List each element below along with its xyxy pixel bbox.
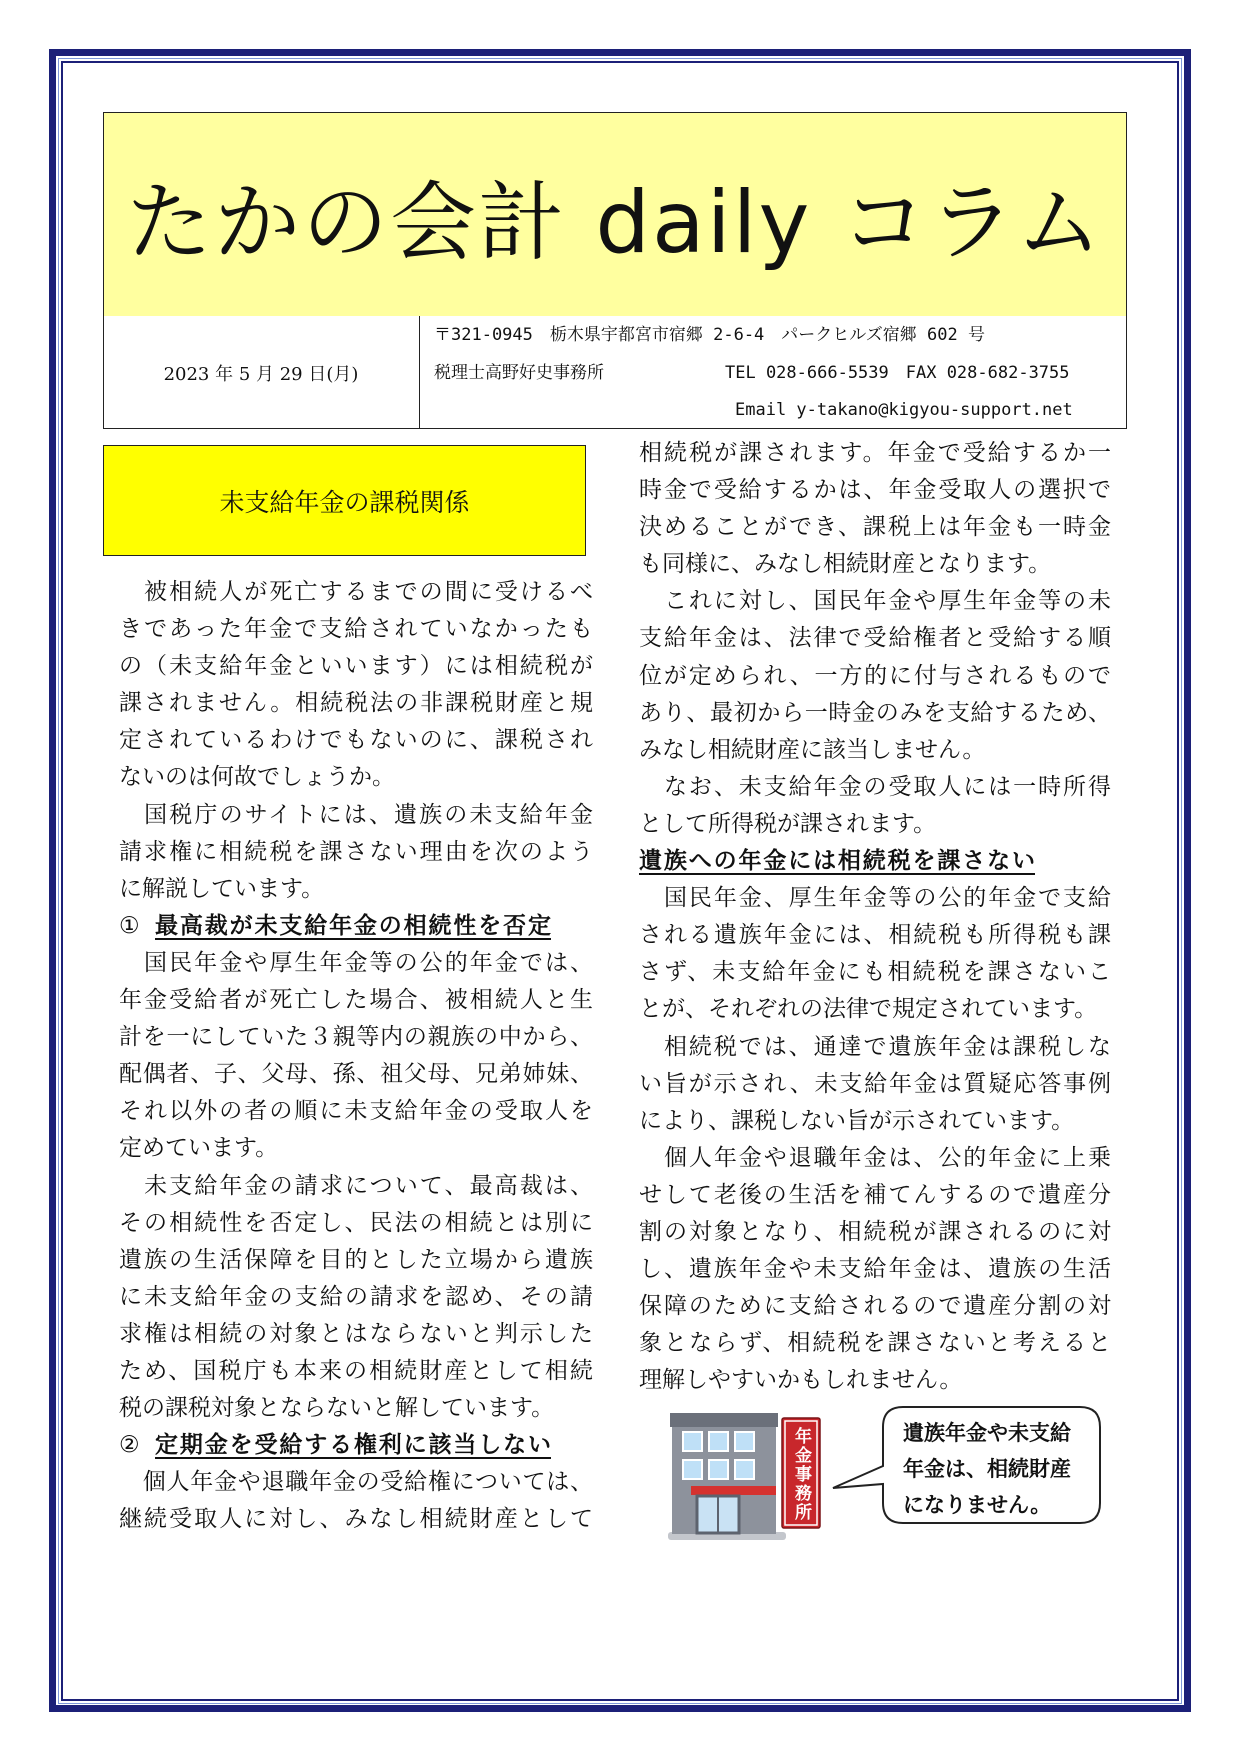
article-title-box: [103, 445, 586, 556]
window: [709, 1460, 728, 1479]
body-text-line: 相続税では、通達で遺族年金は課税しな: [639, 1033, 1111, 1060]
body-text-line: として所得税が課されます。: [639, 810, 937, 837]
body-text-line: 請求権に相続税を課さない理由を次のよう: [119, 838, 593, 865]
body-text-line: 未支給年金の請求について、最高裁は、: [119, 1172, 593, 1199]
body-text-line: の（未支給年金といいます）には相続税が: [119, 653, 593, 680]
right-column: [639, 435, 1111, 1399]
section-heading: [119, 1427, 593, 1464]
speech-bubble-line: になりません。: [903, 1493, 1052, 1517]
body-text-line: せして老後の生活を補てんするので遺産分: [639, 1181, 1111, 1208]
body-text-line: ため、国税庁も本来の相続財産として相続: [119, 1357, 593, 1384]
window: [709, 1432, 728, 1451]
speech-bubble-line: 年金は、相続財産: [903, 1457, 1071, 1481]
body-text-line: 象とならず、相続税を課さないと考えると: [639, 1330, 1111, 1357]
body-text-line: 決めることができ、課税上は年金も一時金: [639, 514, 1111, 541]
section-number: ②: [119, 1432, 140, 1459]
body-text-line: きであった年金で支給されていなかったも: [119, 616, 593, 643]
section-heading-text: 最高裁が未支給年金の相続性を否定: [155, 912, 551, 939]
section-heading-text: 定期金を受給する権利に該当しない: [155, 1432, 551, 1459]
body-text-line: 課されません。相続税法の非課税財産と規: [119, 690, 593, 717]
window: [683, 1432, 702, 1451]
window: [735, 1460, 754, 1479]
body-text-line: に解説しています。: [119, 875, 325, 902]
body-text-line: 位が定められ、一方的に付与されるもので: [639, 662, 1111, 689]
article-title: 未支給年金の課税関係: [219, 487, 470, 517]
body-text-line: 個人年金や退職年金の受給権については、: [119, 1469, 593, 1496]
window: [735, 1432, 754, 1451]
body-text-line: に未支給年金の支給の請求を認め、その請: [119, 1283, 593, 1310]
body-text-line: 税の課税対象とならないと解しています。: [119, 1395, 555, 1422]
body-text-line: 個人年金や退職年金は、公的年金に上乗: [639, 1144, 1111, 1171]
body-text-line: 配偶者、子、父母、孫、祖父母、兄弟姉妹、: [119, 1061, 593, 1088]
newsletter-title: たかの会計 daily コラム: [126, 172, 1104, 273]
body-text-line: 割の対象となり、相続税が課されるのに対: [639, 1218, 1111, 1245]
office-email: Email y-takano@kigyou-support.net: [735, 400, 1073, 420]
body-text-line: とが、それぞれの法律で規定されています。: [639, 996, 1098, 1023]
body-text-line: ないのは何故でしょうか。: [119, 764, 395, 791]
body-text-line: い旨が示され、未支給年金は質疑応答事例: [639, 1070, 1111, 1097]
body-text-line: 時金で受給するかは、年金受取人の選択で: [639, 477, 1111, 504]
masthead: [103, 112, 1127, 317]
issue-date: 2023 年 5 月 29 日(月): [163, 363, 359, 385]
body-text-line: 被相続人が死亡するまでの間に受けるべ: [119, 579, 593, 605]
body-text-line: し、遺族年金や未支給年金は、遺族の生活: [639, 1256, 1111, 1283]
section-heading: [639, 843, 1111, 880]
speech-bubble-line: 遺族年金や未支給: [903, 1421, 1071, 1445]
section-heading-text: 遺族への年金には相続税を課さない: [639, 848, 1035, 875]
phone-fax: TEL 028-666-5539 FAX 028-682-3755: [725, 363, 1070, 383]
body-text-line: 国税庁のサイトには、遺族の未支給年金: [119, 801, 593, 828]
body-text-line: 国民年金、厚生年金等の公的年金で支給: [639, 885, 1111, 912]
body-text-line: 保障のために支給されるので遺産分割の対: [639, 1293, 1111, 1320]
body-text-line: される遺族年金には、相続税も所得税も課: [639, 922, 1111, 949]
body-text-line: それ以外の者の順に未支給年金の受取人を: [119, 1098, 593, 1125]
building-roof: [670, 1413, 778, 1427]
office-name: 税理士高野好史事務所: [434, 363, 604, 383]
body-text-line: なお、未支給年金の受取人には一時所得: [639, 773, 1111, 800]
body-text-line: 計を一にしていた３親等内の親族の中から、: [119, 1024, 593, 1051]
info-divider: [419, 316, 420, 429]
body-text-line: 支給年金は、法律で受給権者と受給する順: [639, 625, 1111, 652]
body-text-line: 国民年金や厚生年金等の公的年金では、: [119, 949, 593, 976]
body-text-line: 求権は相続の対象とはならないと判示した: [119, 1320, 593, 1347]
body-text-line: 継続受取人に対し、みなし相続財産として: [119, 1506, 593, 1533]
section-number: ①: [119, 912, 140, 939]
body-text-line: 相続税が課されます。年金で受給するか一: [639, 440, 1111, 466]
body-text-line: 定めています。: [119, 1135, 279, 1162]
body-text-line: あり、最初から一時金のみを支給するため、: [639, 699, 1111, 726]
body-text-line: 年金受給者が死亡した場合、被相続人と生: [119, 987, 593, 1014]
body-text-line: により、課税しない旨が示されています。: [639, 1107, 1075, 1134]
section-heading: [119, 908, 593, 945]
office-sign-text: 年金事務所: [791, 1426, 811, 1522]
body-text-line: さず、未支給年金にも相続税を課さないこ: [639, 959, 1111, 986]
body-text-line: その相続性を否定し、民法の相続とは別に: [119, 1209, 593, 1236]
body-text-line: みなし相続財産に該当しません。: [639, 736, 986, 763]
body-text-line: も同様に、みなし相続財産となります。: [639, 551, 1052, 578]
body-text-line: 定されているわけでもないのに、課税され: [119, 727, 593, 754]
entrance-canopy: [691, 1486, 776, 1495]
office-address: 〒321-0945 栃木県宇都宮市宿郷 2-6-4 パークヒルズ宿郷 602 号: [434, 325, 985, 345]
left-column: [119, 574, 593, 1538]
body-text-line: これに対し、国民年金や厚生年金等の未: [639, 588, 1111, 615]
window: [683, 1460, 702, 1479]
body-text-line: 理解しやすいかもしれません。: [639, 1367, 963, 1394]
body-text-line: 遺族の生活保障を目的とした立場から遺族: [119, 1246, 593, 1273]
